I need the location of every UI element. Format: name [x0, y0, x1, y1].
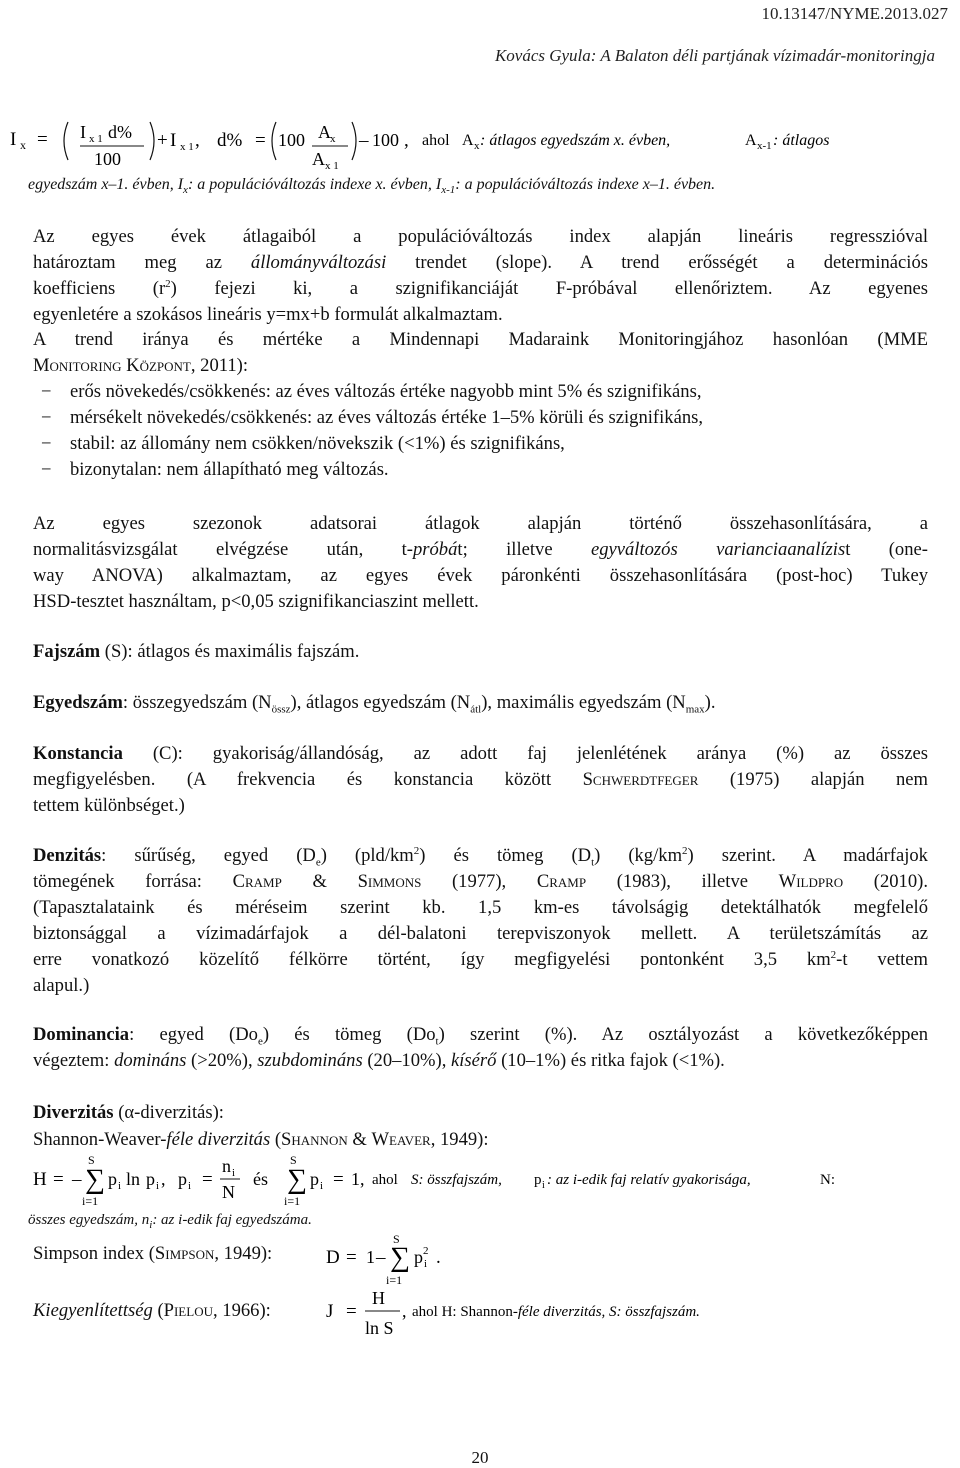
list-item-text: bizonytalan: nem állapítható meg változás. — [70, 459, 389, 480]
fajszam-definition — [33, 639, 928, 665]
formula-Ax1-def: : átlagos — [773, 132, 830, 149]
p1-line2 — [33, 250, 928, 276]
p1-line3a: koefficiens (r — [33, 278, 166, 299]
left-paren — [64, 122, 68, 160]
d-line5 — [33, 947, 928, 973]
fajszam-text: (S): átlagos és maximális fajszám. — [100, 641, 360, 662]
sh-line2-sub: i — [149, 1219, 153, 1231]
dom-l1a: : egyed (Do — [129, 1024, 258, 1045]
egyedszam-t3: ), maximális egyedszám (N — [481, 692, 686, 713]
formula-num-sub: x 1 — [89, 133, 103, 145]
paragraph-trend — [33, 327, 928, 483]
p3-line4: HSD-tesztet használtam, p<0,05 szignifikanciaszint mellett. — [33, 591, 479, 612]
sh-p-def: p — [534, 1172, 542, 1188]
sigma-icon-3: ∑ — [390, 1242, 410, 1273]
simpson-minus: – — [376, 1247, 386, 1268]
sh-p4-sub: i — [320, 1180, 324, 1192]
egyedszam-t1: : összegyedszám (N — [122, 692, 272, 713]
pielou-H: H — [372, 1288, 385, 1308]
k-sc: Schwerdtfeger — [582, 769, 699, 790]
d-l1a: : sűrűség, egyed (D — [101, 845, 316, 866]
d-l1e: ) szerint. A madárfajok — [687, 845, 928, 866]
d-l2d: (1983), illetve — [586, 871, 779, 892]
p3-line3: way ANOVA) alkalmaztam, az egyes évek páronkénti összehasonlítására (post-hoc) Tukey — [33, 565, 928, 586]
d-l2c: (1977), — [421, 871, 537, 892]
p1-line3b: ) fejezi ki, a szignifikanciáját F-próbával ellenőriztem. Az egyenes — [170, 278, 928, 299]
d-l5a: erre vonatkozó közelítő félkörre történt, így megfigyelési pontonként 3,5 km — [33, 949, 831, 970]
d-line6: alapul.) — [33, 975, 90, 996]
denzitas-definition — [33, 843, 928, 999]
formula-A-label: A — [462, 132, 474, 149]
dom-l1-sub: e — [257, 1035, 263, 1048]
k-line2 — [33, 767, 928, 793]
sh-p3-sub: i — [188, 1180, 192, 1192]
formula-num-d: d% — [108, 122, 132, 142]
dash-icon: − — [41, 433, 52, 454]
sh-line2: összes egyedszám, n — [28, 1212, 150, 1228]
sh-comma2: , — [360, 1169, 365, 1189]
pielou-ahol-text: ahol H: Shannon- — [412, 1304, 518, 1320]
diverzitas-term: Diverzitás — [33, 1102, 114, 1123]
pielou-formula — [320, 1286, 960, 1342]
simpson-formula — [320, 1232, 520, 1288]
sh-es: és — [253, 1169, 268, 1189]
pielou-sc: Pielou — [163, 1300, 213, 1321]
simpson-b: , 1949): — [214, 1243, 273, 1264]
d-l1-sub: e — [315, 856, 321, 869]
simpson-dot: . — [436, 1247, 441, 1268]
d-l5-sup: 2 — [830, 948, 837, 961]
dominancia-term: Dominancia — [33, 1024, 130, 1045]
formula-ahol: ahol — [422, 132, 450, 149]
list-item — [33, 405, 928, 431]
dom-l2d: (10–1%) és ritka fajok (<1%). — [496, 1050, 725, 1071]
k-line3: tettem különbséget.) — [33, 795, 185, 816]
fajszam-term: Fajszám — [33, 641, 101, 662]
sh-it: féle diverzitás — [166, 1129, 271, 1150]
formula-Ax1: A — [312, 149, 325, 169]
sh-eq2: = — [202, 1169, 213, 1190]
pielou-J: J — [326, 1301, 334, 1322]
d-l1b: ) (pld/km — [320, 845, 414, 866]
pielou-eq: = — [346, 1301, 357, 1322]
sh-N-def: N: — [820, 1172, 835, 1188]
formula-100b: 100 — [372, 130, 399, 150]
formula-eq: = — [37, 129, 48, 150]
p2-sc: Monitoring Központ — [33, 355, 191, 376]
pielou-comma: , — [402, 1301, 407, 1321]
p1-line2b: trendet (slope). A trend erősségét a determinációs — [386, 252, 928, 273]
list-item-text: stabil: az állomány nem csökken/növekszik (<1%) és szignifikáns, — [70, 433, 565, 454]
sh-p2-sub: i — [156, 1180, 160, 1192]
dom-l2a: végeztem: — [33, 1050, 115, 1071]
shannon-formula-line2 — [28, 1212, 312, 1229]
sh-sc2: Weaver — [371, 1129, 431, 1150]
page-number: 20 — [471, 1448, 489, 1467]
formula-eq2: = — [255, 130, 266, 151]
simpson-p-sub: i — [424, 1258, 428, 1270]
dom-line2 — [33, 1048, 928, 1074]
d-sc1: Cramp — [232, 871, 282, 892]
paragraph-anova — [33, 511, 928, 615]
p1-line4: egyenletére a szokásos lineáris y=mx+b formulát alkalmaztam. — [33, 304, 503, 325]
p3-line2c: t (one- — [845, 539, 928, 560]
sigma-icon-2: ∑ — [287, 1164, 307, 1195]
index-formula-svg — [0, 108, 960, 174]
line2-b: : a populációváltozás indexe x. évben, I — [187, 176, 442, 193]
paragraph-regression — [33, 224, 928, 328]
simpson-a: Simpson index ( — [33, 1243, 155, 1264]
sh-p-def-text: : az i-edik faj relatív gyakorisága, — [547, 1172, 751, 1188]
sh-a: Shannon-Weaver- — [33, 1129, 167, 1150]
formula-Ax-def: : átlagos egyedszám x. évben, — [480, 132, 671, 149]
line2-sub-x1: x-1 — [441, 184, 456, 197]
d-l1c: ) és tömeg (D — [419, 845, 592, 866]
list-item — [33, 431, 928, 457]
sh-p2: p — [146, 1169, 155, 1189]
simpson-label — [33, 1243, 272, 1265]
simpson-sum-bottom: i=1 — [386, 1273, 403, 1287]
d-sc3: Cramp — [536, 871, 587, 892]
sh-n: n — [222, 1156, 231, 1176]
egyedszam-sub3: max — [685, 703, 705, 716]
formula-sub-x: x — [20, 138, 26, 152]
konstancia-term: Konstancia — [33, 743, 123, 764]
shannon-formula — [0, 1152, 960, 1208]
d-l1d: ) (kg/km — [594, 845, 683, 866]
egyedszam-definition — [33, 690, 928, 716]
d-l2b: & — [281, 871, 358, 892]
dom-line1 — [33, 1022, 928, 1048]
list-item-text: mérsékelt növekedés/csökkenés: az éves változás értéke 1–5% körüli és szignifikáns, — [70, 407, 704, 428]
sh-sum2-bottom: i=1 — [284, 1194, 301, 1208]
formula-I2-sub: x 1 — [180, 141, 194, 153]
line2-a: egyedszám x–1. évben, I — [28, 176, 184, 193]
d-line4: biztonsággal a vízimadárfajok a dél-balatoni terepviszonyok mellett. A területszámítás az — [33, 923, 928, 944]
dominancia-definition — [33, 1022, 928, 1074]
dom-l2c: (20–10%), — [362, 1050, 451, 1071]
dom-l1-sub2: t — [435, 1035, 439, 1048]
sh-sum-top: S — [88, 1153, 95, 1167]
sh-n-sub: i — [232, 1167, 236, 1179]
pielou-label — [33, 1300, 271, 1322]
d-l2a: tömegének forrása: — [33, 871, 233, 892]
p3-it2: egyváltozós varianciaanalízis — [590, 539, 846, 560]
dom-l2b: (>20%), — [186, 1050, 258, 1071]
sh-line2b: : az i-edik faj egyedszáma. — [152, 1212, 312, 1228]
p2-line2-rest: , 2011): — [190, 355, 249, 376]
formula-Ax: A — [318, 122, 331, 142]
dom-it1: domináns — [114, 1050, 187, 1071]
sh-d: , 1949): — [430, 1129, 489, 1150]
dom-l1c: ) szerint (%). Az osztályozást a következőképpen — [438, 1024, 928, 1045]
right-paren — [150, 122, 154, 160]
simpson-sum-top: S — [393, 1232, 400, 1246]
dom-l1b: ) és tömeg (Do — [262, 1024, 436, 1045]
sh-c: & — [347, 1129, 372, 1150]
egyedszam-sub2: átl — [470, 703, 482, 716]
d-l5b: -t vettem — [836, 949, 928, 970]
egyedszam-term: Egyedszám — [33, 692, 123, 713]
sh-sum-bottom: i=1 — [82, 1194, 99, 1208]
pielou-ahol — [412, 1304, 700, 1320]
p3-line2b: t; illetve — [457, 539, 591, 560]
p1-line1: Az egyes évek átlagaiból a populációváltozás index alapján lineáris regresszióval — [33, 226, 928, 247]
d-line2 — [33, 869, 928, 895]
d-l1-sup2: 2 — [682, 844, 688, 857]
simpson-one: 1 — [366, 1247, 375, 1267]
d-sc2: Simmons — [357, 871, 422, 892]
sh-sc1: Shannon — [281, 1129, 348, 1150]
simpson-sc: Simpson — [154, 1243, 215, 1264]
pielou-formula-svg — [320, 1286, 960, 1342]
p1-sup: 2 — [165, 277, 171, 290]
formula-A-label-2-sub: x-1 — [757, 140, 772, 152]
p3-line2 — [33, 537, 928, 563]
shannon-label — [33, 1127, 928, 1153]
sh-H: H — [33, 1169, 47, 1190]
list-item-text: erős növekedés/csökkenés: az éves változás értéke nagyobb mint 5% és szignifikáns, — [70, 381, 702, 402]
p2-line1: A trend iránya és mértéke a Mindennapi Madaraink Monitoringjához hasonlóan (MME — [33, 329, 928, 350]
formula-plus: + — [157, 130, 168, 151]
egyedszam-t4: ). — [704, 692, 716, 713]
simpson-p-sup: 2 — [423, 1245, 429, 1257]
p1-line3 — [33, 276, 928, 302]
running-title: Kovács Gyula: A Balaton déli partjának vízimadár-monitoringja — [494, 46, 935, 65]
p3-it1: próbá — [412, 539, 458, 560]
d-l1-sub2: t — [591, 856, 595, 869]
formula-comma2: , — [404, 130, 409, 151]
pielou-a: ( — [152, 1300, 164, 1321]
sh-ahol: ahol — [372, 1172, 398, 1188]
d-line3: (Tapasztalataink és méréseim szerint kb. 1,5 km-es távolságig detektálhatók megfelelő — [33, 897, 928, 918]
d-line1 — [33, 843, 928, 869]
d-l1-sup: 2 — [413, 844, 420, 857]
pielou-b: , 1966): — [212, 1300, 271, 1321]
line2-c: : a populációváltozás indexe x–1. évben. — [455, 176, 716, 193]
sh-one: 1 — [351, 1169, 360, 1189]
pielou-it1: féle diverzitás, S: összfajszám. — [517, 1304, 700, 1320]
sh-p: p — [108, 1169, 117, 1189]
formula-comma: , — [195, 130, 200, 151]
formula-Ax-sub: x — [330, 133, 336, 145]
dash-icon: − — [41, 459, 52, 480]
list-item — [33, 379, 928, 405]
denzitas-term: Denzitás — [33, 845, 102, 866]
left-paren-2 — [272, 122, 276, 160]
sh-b: ( — [270, 1129, 282, 1150]
k-line2a: megfigyelésben. (A frekvencia és konstancia között — [33, 769, 583, 790]
sh-sum2-top: S — [290, 1153, 297, 1167]
formula-d: d% — [217, 130, 243, 151]
p2-line2 — [33, 353, 928, 379]
sigma-icon: ∑ — [85, 1164, 105, 1195]
simpson-D: D — [326, 1247, 340, 1268]
dash-icon: − — [41, 407, 52, 428]
index-formula — [0, 108, 960, 174]
d-sc4: Wildpro — [778, 871, 844, 892]
line2-sub-x: x — [183, 184, 188, 197]
p1-line2a: határoztam meg az — [33, 252, 251, 273]
k-line1 — [33, 741, 928, 767]
formula-A-label-2: A — [745, 132, 757, 149]
sh-p-def-sub: i — [542, 1180, 545, 1191]
p3-line2a: normalitásvizsgálat elvégzése után, t- — [33, 539, 413, 560]
sh-p-sub: i — [118, 1180, 122, 1192]
formula-A-label-sub: x — [474, 140, 480, 152]
simpson-formula-svg — [320, 1232, 520, 1288]
p3-line1: Az egyes szezonok adatsorai átlagok alapján történő összehasonlítására, a — [33, 513, 928, 534]
right-paren-2 — [352, 122, 356, 160]
sh-comma: , — [161, 1169, 166, 1189]
doi: 10.13147/NYME.2013.027 — [761, 4, 948, 23]
sh-eq: = — [53, 1169, 64, 1190]
list-item — [33, 457, 928, 483]
formula-Ax1-sub: x 1 — [325, 160, 339, 172]
sh-p3: p — [178, 1169, 187, 1189]
index-formula-line2 — [28, 176, 716, 197]
formula-minus: – — [359, 130, 369, 151]
dom-it2: szubdomináns — [257, 1050, 363, 1071]
formula-num-I: I — [80, 122, 86, 142]
simpson-p: p — [414, 1247, 423, 1267]
d-l2e: (2010). — [843, 871, 928, 892]
sh-minus: – — [72, 1169, 82, 1190]
egyedszam-sub1: össz — [271, 703, 291, 716]
formula-I: I — [10, 129, 17, 150]
pielou-lnS: ln S — [365, 1318, 394, 1338]
pielou-it: Kiegyenlítettség — [33, 1300, 153, 1321]
dom-it3: kísérő — [451, 1050, 497, 1071]
sh-p4: p — [310, 1169, 319, 1189]
diverzitas-heading — [33, 1100, 928, 1126]
shannon-formula-svg — [0, 1152, 960, 1208]
sh-ln: ln — [126, 1169, 141, 1189]
k-line2b: (1975) alapján nem — [698, 769, 929, 790]
sh-eq3: = — [333, 1169, 344, 1190]
konstancia-definition — [33, 741, 928, 819]
sh-N: N — [222, 1182, 235, 1202]
formula-I2: I — [170, 130, 177, 151]
formula-den-100: 100 — [94, 149, 121, 169]
p1-line2-italic: állományváltozási — [250, 252, 387, 273]
diverzitas-rest: (α-diverzitás): — [113, 1102, 224, 1123]
dash-icon: − — [41, 381, 52, 402]
formula-100: 100 — [278, 130, 305, 150]
simpson-eq: = — [346, 1247, 357, 1268]
k-line1-text: (C): gyakoriság/állandóság, az adott faj jelenlétének aránya (%) az összes — [122, 743, 928, 764]
egyedszam-t2: ), átlagos egyedszám (N — [290, 692, 471, 713]
sh-S-def: S: összfajszám, — [411, 1172, 502, 1188]
